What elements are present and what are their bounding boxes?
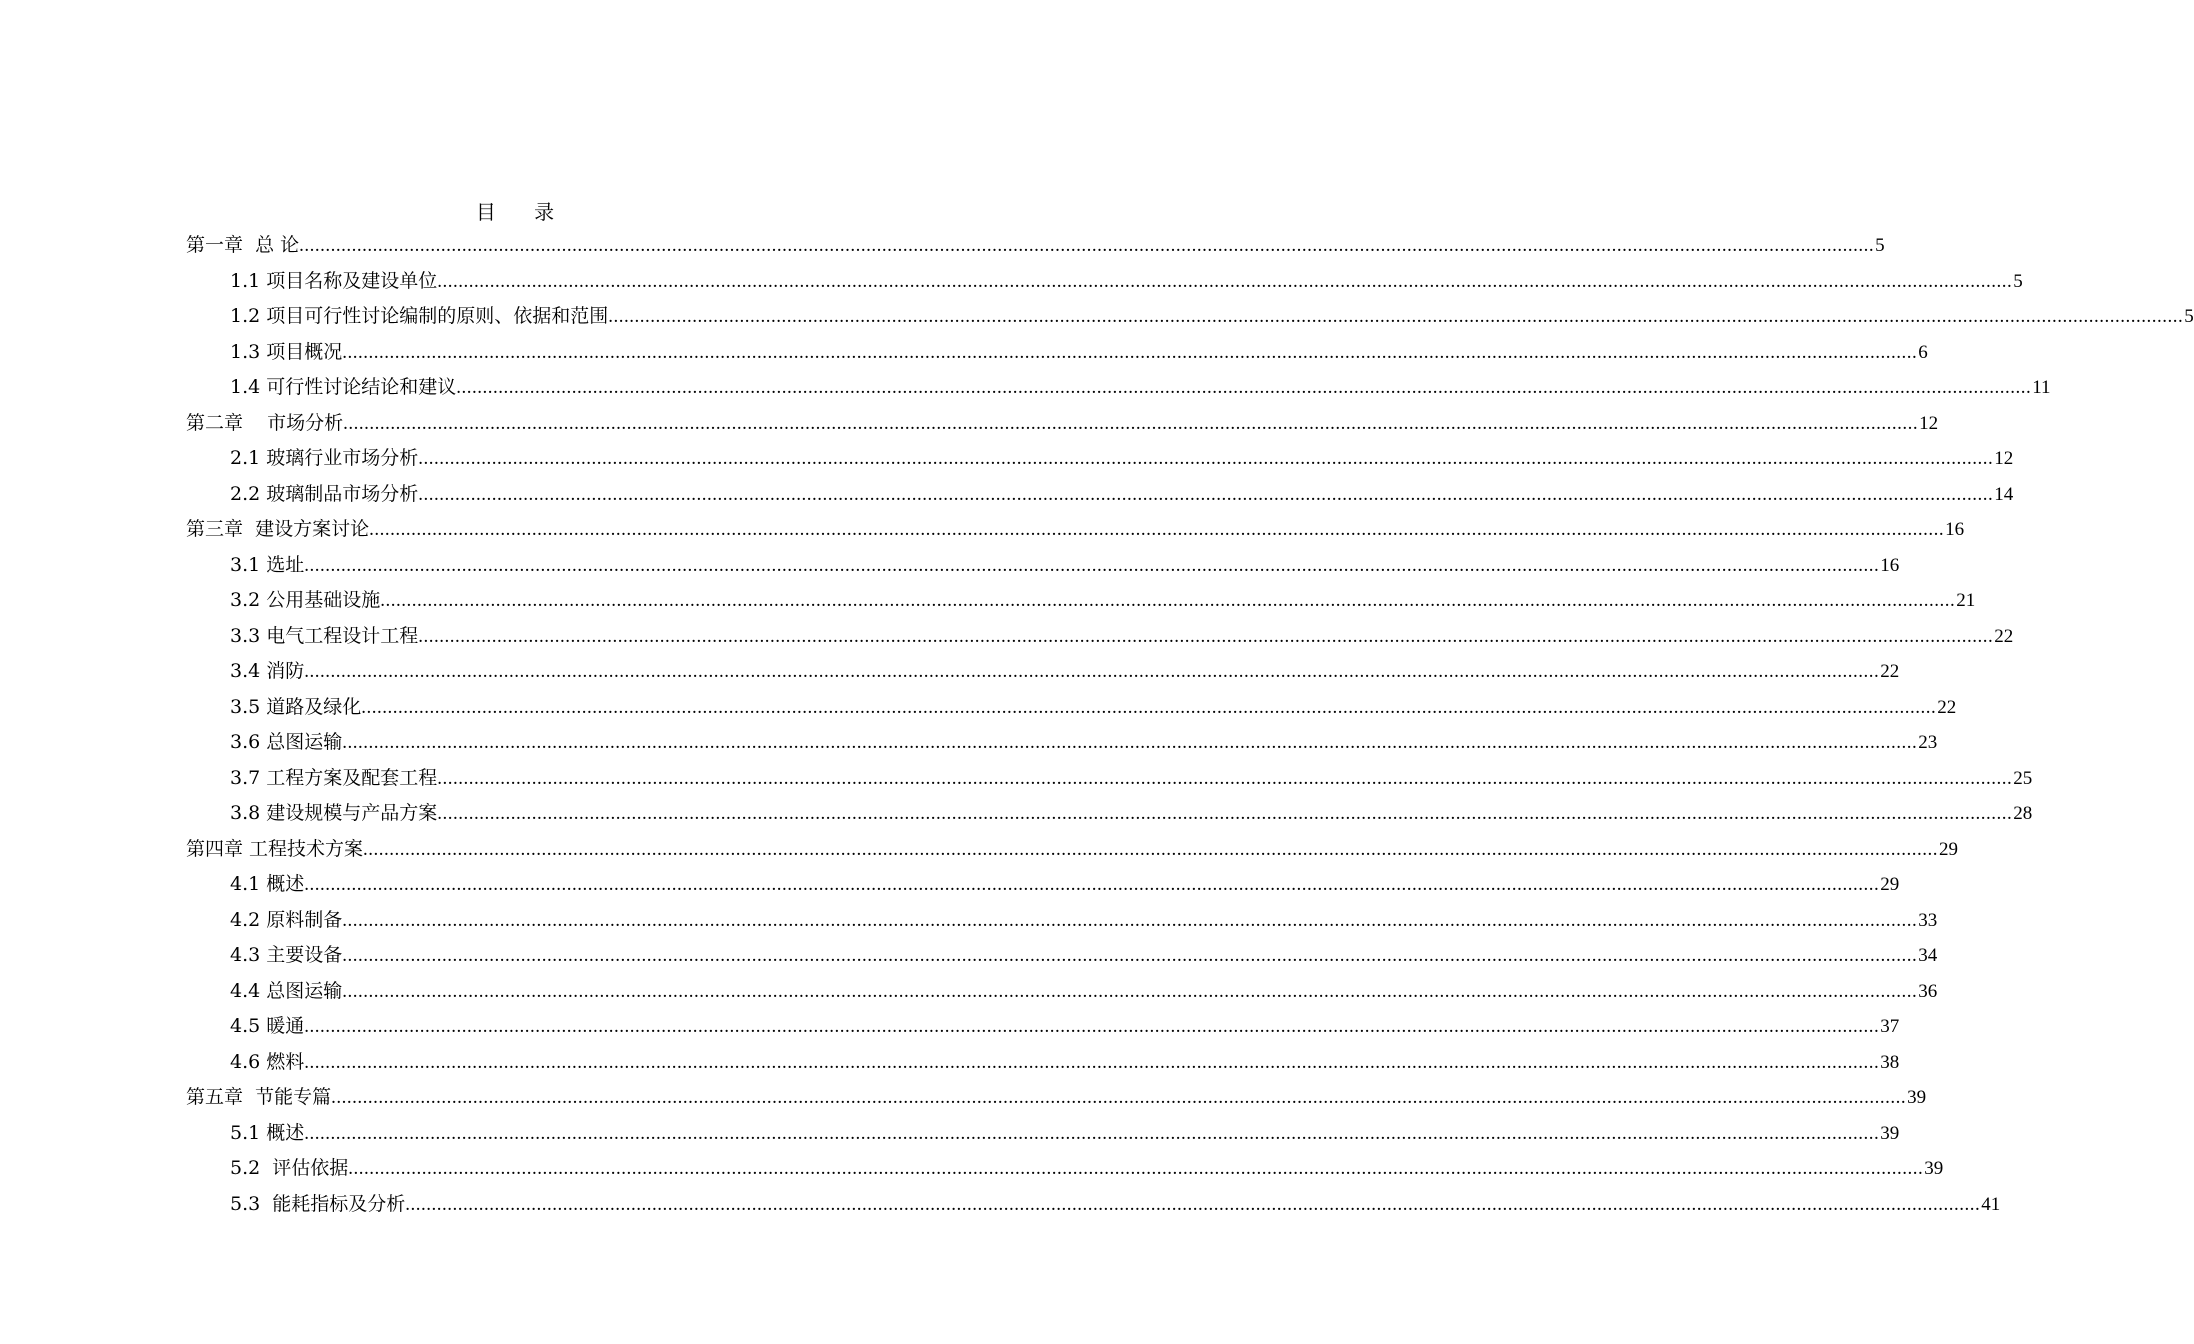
toc-entry-text: 第五章 节能专篇 <box>186 1086 332 1108</box>
toc-section-entry[interactable] <box>186 938 1938 974</box>
toc-page-number: 34 <box>1918 945 1938 966</box>
toc-entry-text: 3.7 工程方案及配套工程 <box>230 766 438 789</box>
toc-dot-leader: ............................................................................................................................................................................................................................................................................................................ <box>418 483 1994 505</box>
toc-dot-leader: ............................................................................................................................................................................................................................................................................................................ <box>304 1122 1880 1144</box>
toc-entry-text: 5.2 评估依据 <box>230 1157 349 1179</box>
toc-chapter-entry[interactable] <box>186 832 1959 868</box>
toc-dot-leader: ............................................................................................................................................................................................................................................................................................................ <box>343 412 1919 434</box>
toc-section-entry[interactable] <box>186 1045 1900 1081</box>
toc-page-number: 16 <box>1880 554 1900 576</box>
toc-section-entry[interactable] <box>186 1151 1944 1187</box>
toc-page-number: 36 <box>1918 980 1938 1002</box>
toc-dot-leader: ............................................................................................................................................................................................................................................................................................................ <box>304 554 1880 576</box>
toc-section-entry[interactable] <box>186 1116 1900 1152</box>
toc-dot-leader: ............................................................................................................................................................................................................................................................................................................ <box>299 235 1875 256</box>
toc-entry-text: 3.3 电气工程设计工程 <box>230 624 419 647</box>
toc-chapter-entry[interactable] <box>186 406 1939 442</box>
toc-dot-leader: ............................................................................................................................................................................................................................................................................................................ <box>456 377 2032 398</box>
toc-page-number: 21 <box>1956 590 1976 611</box>
toc-page-number: 6 <box>1918 341 1928 363</box>
toc-section-entry[interactable] <box>186 619 2014 655</box>
toc-dot-leader: ............................................................................................................................................................................................................................................................................................................ <box>405 1193 1981 1215</box>
toc-title: 目 录 <box>475 200 555 224</box>
toc-entry-text: 第一章 总 论 <box>186 234 300 256</box>
toc-section-entry[interactable] <box>186 1009 1900 1045</box>
toc-entry-text: 3.4 消防 <box>230 660 305 682</box>
toc-dot-leader: ............................................................................................................................................................................................................................................................................................................ <box>342 945 1918 966</box>
toc-entry-text: 5.1 概述 <box>230 1121 305 1144</box>
toc-entry-text: 4.5 暖通 <box>230 1015 305 1037</box>
toc-dot-leader: ............................................................................................................................................................................................................................................................................................................ <box>342 980 1918 1002</box>
toc-section-entry[interactable] <box>186 690 1957 726</box>
toc-section-entry[interactable] <box>186 761 2033 797</box>
toc-page-number: 38 <box>1880 1051 1900 1073</box>
toc-section-entry[interactable] <box>186 335 1928 371</box>
toc-section-entry[interactable] <box>186 299 2194 335</box>
toc-dot-leader: ............................................................................................................................................................................................................................................................................................................ <box>363 838 1939 860</box>
toc-dot-leader: ............................................................................................................................................................................................................................................................................................................ <box>348 1158 1924 1179</box>
toc-dot-leader: ............................................................................................................................................................................................................................................................................................................ <box>418 448 1994 469</box>
toc-dot-leader: ............................................................................................................................................................................................................................................................................................................ <box>304 1016 1880 1037</box>
toc-dot-leader: ............................................................................................................................................................................................................................................................................................................ <box>342 732 1918 753</box>
toc-entry-text: 第四章 工程技术方案 <box>186 837 364 860</box>
toc-page-number: 22 <box>1937 696 1957 718</box>
toc-page-number: 12 <box>1994 448 2014 469</box>
toc-page-number: 37 <box>1880 1016 1900 1037</box>
toc-entry-text: 3.1 选址 <box>230 553 305 576</box>
toc-page-number: 5 <box>2184 306 2194 327</box>
toc-page-number: 5 <box>2013 270 2023 292</box>
toc-chapter-entry[interactable] <box>186 1080 1927 1116</box>
toc-page-number: 39 <box>1907 1087 1927 1108</box>
toc-entry-text: 4.6 燃料 <box>230 1050 305 1073</box>
toc-page-number: 25 <box>2013 767 2033 789</box>
toc-section-entry[interactable] <box>186 654 1900 690</box>
toc-section-entry[interactable] <box>186 867 1900 903</box>
toc-entry-text: 1.1 项目名称及建设单位 <box>230 269 438 292</box>
toc-entry-text: 2.1 玻璃行业市场分析 <box>230 447 419 469</box>
toc-chapter-entry[interactable] <box>186 228 1885 264</box>
toc-dot-leader: ............................................................................................................................................................................................................................................................................................................ <box>361 696 1937 718</box>
toc-entry-text: 4.4 总图运输 <box>230 979 343 1002</box>
toc-dot-leader: ............................................................................................................................................................................................................................................................................................................ <box>304 874 1880 895</box>
toc-section-entry[interactable] <box>186 903 1938 939</box>
toc-entry-text: 3.5 道路及绿化 <box>230 695 362 718</box>
toc-page-number: 29 <box>1939 838 1959 860</box>
toc-page-number: 14 <box>1994 483 2014 505</box>
toc-page-number: 39 <box>1880 1122 1900 1144</box>
toc-entry-text: 第二章 市场分析 <box>186 411 344 434</box>
toc-dot-leader: ............................................................................................................................................................................................................................................................................................................ <box>304 1051 1880 1073</box>
toc-section-entry[interactable] <box>186 370 2051 406</box>
toc-entry-text: 3.6 总图运输 <box>230 731 343 753</box>
toc-dot-leader: ............................................................................................................................................................................................................................................................................................................ <box>608 306 2184 327</box>
toc-dot-leader: ............................................................................................................................................................................................................................................................................................................ <box>331 1087 1907 1108</box>
toc-section-entry[interactable] <box>186 441 2014 477</box>
toc-entry-text: 第三章 建设方案讨论 <box>186 518 370 540</box>
toc-section-entry[interactable] <box>186 264 2023 300</box>
toc-section-entry[interactable] <box>186 1187 2001 1223</box>
toc-dot-leader: ............................................................................................................................................................................................................................................................................................................ <box>342 909 1918 931</box>
toc-entry-text: 5.3 能耗指标及分析 <box>230 1192 406 1215</box>
toc-dot-leader: ............................................................................................................................................................................................................................................................................................................ <box>437 803 2013 824</box>
toc-entry-text: 2.2 玻璃制品市场分析 <box>230 482 419 505</box>
toc-page-number: 28 <box>2013 803 2033 824</box>
toc-entry-text: 1.4 可行性讨论结论和建议 <box>230 376 457 398</box>
toc-dot-leader: ............................................................................................................................................................................................................................................................................................................ <box>304 661 1880 682</box>
toc-page-number: 29 <box>1880 874 1900 895</box>
toc-section-entry[interactable] <box>186 583 1976 619</box>
toc-dot-leader: ............................................................................................................................................................................................................................................................................................................ <box>437 270 2013 292</box>
toc-page-number: 23 <box>1918 732 1938 753</box>
toc-section-entry[interactable] <box>186 974 1938 1010</box>
toc-page-number: 39 <box>1924 1158 1944 1179</box>
toc-entry-text: 4.1 概述 <box>230 873 305 895</box>
toc-page-number: 12 <box>1919 412 1939 434</box>
toc-entry-text: 3.8 建设规模与产品方案 <box>230 802 438 824</box>
toc-dot-leader: ............................................................................................................................................................................................................................................................................................................ <box>437 767 2013 789</box>
toc-entry-text: 1.3 项目概况 <box>230 340 343 363</box>
toc-page-number: 11 <box>2032 377 2051 398</box>
toc-page-number: 22 <box>1994 625 2014 647</box>
toc-dot-leader: ............................................................................................................................................................................................................................................................................................................ <box>380 590 1956 611</box>
toc-section-entry[interactable] <box>186 548 1900 584</box>
toc-dot-leader: ............................................................................................................................................................................................................................................................................................................ <box>369 519 1945 540</box>
toc-entry-text: 4.3 主要设备 <box>230 944 343 966</box>
toc-section-entry[interactable] <box>186 725 1938 761</box>
toc-dot-leader: ............................................................................................................................................................................................................................................................................................................ <box>418 625 1994 647</box>
toc-page-number: 22 <box>1880 661 1900 682</box>
toc-entry-text: 4.2 原料制备 <box>230 908 343 931</box>
toc-page-number: 16 <box>1945 519 1965 540</box>
toc-page-number: 5 <box>1875 235 1885 256</box>
toc-page-number: 41 <box>1981 1193 2001 1215</box>
toc-entry-text: 3.2 公用基础设施 <box>230 589 381 611</box>
toc-page-number: 33 <box>1918 909 1938 931</box>
toc-section-entry[interactable] <box>186 796 2033 832</box>
toc-dot-leader: ............................................................................................................................................................................................................................................................................................................ <box>342 341 1918 363</box>
toc-chapter-entry[interactable] <box>186 512 1965 548</box>
toc-section-entry[interactable] <box>186 477 2014 513</box>
toc-entry-text: 1.2 项目可行性讨论编制的原则、依据和范围 <box>230 305 609 327</box>
toc-list <box>186 228 2194 1222</box>
